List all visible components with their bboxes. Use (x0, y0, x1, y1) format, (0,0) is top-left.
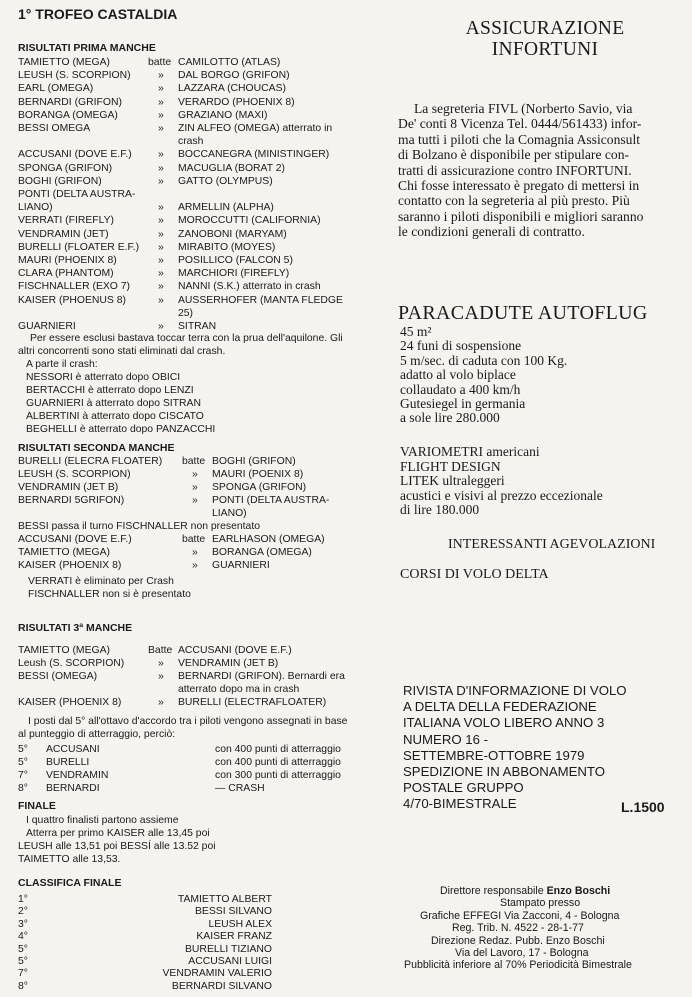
place-name: ACCUSANI LUIGI (188, 956, 272, 967)
rivista-line: RIVISTA D'INFORMAZIONE DI VOLO (403, 683, 627, 698)
note-line: BERTACCHI è atterrato dopo LENZI (26, 385, 194, 396)
note-line: NESSORI è atterrato dopo OBICI (26, 372, 181, 383)
result-loser: DAL BORGO (GRIFON) (178, 70, 290, 82)
note-line: al punteggio di atterraggio, perciò: (18, 729, 176, 740)
paracadute-line: 5 m/sec. di caduta con 100 Kg. (400, 352, 568, 368)
result-separator: » (192, 482, 198, 493)
result-winner: KAISER (PHOENIX 8) (18, 697, 122, 708)
variometri-line: acustici e visivi al prezzo eccezionale (400, 487, 603, 503)
result-separator: batte (182, 534, 206, 545)
result-loser: BOCCANEGRA (MINISTINGER) (178, 149, 330, 161)
result-loser: MAURI (POENIX 8) (212, 469, 304, 480)
place-name: BERNARDI (46, 783, 100, 794)
result-winner: LIANO) (18, 202, 53, 214)
result-separator: » (158, 658, 164, 669)
rivista-line: 4/70-BIMESTRALE (403, 796, 517, 812)
rivista-line: POSTALE GRUPPO (403, 780, 524, 796)
variometri-line: VARIOMETRI americani (400, 444, 540, 459)
place-number: 5° (18, 956, 28, 967)
note-line: BESSI passa il turno FISCHNALLER non presentato (18, 521, 260, 532)
seconda-manche-heading: RISULTATI SECONDA MANCHE (18, 442, 175, 454)
result-separator: » (158, 268, 164, 280)
result-loser: BERNARDI (GRIFON). Bernardi era (178, 671, 345, 682)
colophon-line: Via del Lavoro, 17 - Bologna (455, 947, 589, 959)
place-name: LEUSH ALEX (208, 918, 272, 930)
assicurazione-title (400, 18, 690, 60)
result-winner: BERNARDI (GRIFON) (18, 96, 122, 108)
result-separator: » (158, 228, 164, 240)
colophon-line: Stampato presso (500, 897, 581, 910)
result-winner: VENDRAMIN (JET) (18, 228, 109, 240)
assicurazione-line: De' conti 8 Vicenza Tel. 0444/561433) infor- (398, 116, 642, 132)
place-number: 5° (18, 757, 28, 768)
result-winner: TAMIETTO (MEGA) (18, 57, 110, 68)
note-line: Per essere esclusi bastava toccar terra con la prua dell'aquilone. Gli (30, 333, 343, 344)
finale-line: TAIMETTO alle 13,53. (18, 854, 121, 865)
variometri-line: di lire 180.000 (400, 502, 480, 518)
rivista-line: SETTEMBRE-OTTOBRE 1979 (403, 747, 585, 763)
result-loser: VENDRAMIN (JET B) (178, 658, 279, 669)
result-separator: » (192, 495, 198, 506)
note-line: FISCHNALLER non si è presentato (28, 589, 191, 600)
result-separator: Batte (148, 645, 173, 656)
result-separator: » (158, 70, 164, 82)
result-separator: » (158, 241, 164, 253)
result-winner: BESSI OMEGA (18, 123, 91, 134)
result-winner: BESSI (OMEGA) (18, 671, 98, 682)
place-number: 4° (18, 931, 28, 943)
paracadute-line: adatto al volo biplace (400, 367, 516, 383)
result-loser: LAZZARA (CHOUCAS) (178, 83, 286, 95)
terza-manche-heading: RISULTATI 3ª MANCHE (18, 622, 133, 634)
assicurazione-line: di Bolzano è disponibile per stipulare con- (398, 147, 630, 163)
result-loser: LIANO) (212, 508, 247, 519)
place-score: — CRASH (215, 783, 265, 794)
assicurazione-line: contatto con la segreteria al più presto. Più (398, 193, 630, 209)
colophon-line: Reg. Trib. N. 4522 - 28-1-77 (452, 922, 584, 935)
result-loser: MACUGLIA (BORAT 2) (178, 162, 286, 174)
assicurazione-line: La segreteria FIVL (Norberto Savio, via (414, 101, 633, 116)
corsi-text: CORSI DI VOLO DELTA (400, 567, 549, 582)
result-winner: TAMIETTO (MEGA) (18, 645, 110, 656)
result-separator: » (158, 255, 164, 266)
place-name: BURELLI TIZIANO (185, 943, 272, 955)
result-separator: » (158, 96, 164, 108)
result-winner: BURELLI (FLOATER E.F.) (18, 241, 140, 253)
result-loser: VERARDO (PHOENIX 8) (178, 96, 295, 108)
assicurazione-title-line: ASSICURAZIONE (465, 18, 625, 39)
result-loser: CAMILOTTO (ATLAS) (178, 57, 281, 68)
paracadute-line: a sole lire 280.000 (400, 410, 500, 426)
note-line: altri concorrenti sono stati eliminati dal crash. (18, 346, 226, 357)
place-name: VENDRAMIN (46, 770, 109, 781)
note-line: VERRATI è eliminato per Crash (28, 576, 174, 587)
result-separator: » (158, 109, 164, 121)
assicurazione-line: Chi fosse interessato è pregato di mettersi in (398, 178, 640, 193)
result-loser: POSILLICO (FALCON 5) (178, 255, 293, 266)
note-line: A parte il crash: (26, 359, 98, 370)
place-number: 7° (18, 968, 28, 980)
result-loser: EARLHASON (OMEGA) (212, 534, 325, 545)
result-separator: » (158, 697, 164, 708)
classifica-heading: CLASSIFICA FINALE (18, 877, 122, 889)
paracadute-title: PARACADUTE AUTOFLUG (398, 302, 648, 324)
result-separator: » (158, 215, 164, 227)
place-name: BURELLI (46, 757, 90, 768)
finale-line: LEUSH alle 13,51 poi BESSÍ alle 13.52 poi (18, 841, 216, 852)
result-winner: TAMIETTO (MEGA) (18, 547, 110, 558)
place-name: TAMIETTO ALBERT (177, 894, 272, 905)
result-loser: MOROCCUTTI (CALIFORNIA) (178, 215, 321, 227)
paracadute-line: collaudato a 400 km/h (400, 381, 521, 397)
place-score: con 300 punti di atterraggio (215, 770, 341, 781)
variometri-line: LITEK ultraleggeri (400, 473, 505, 489)
assicurazione-line: saranno i piloti disponibili e migliori saranno (398, 208, 644, 224)
result-winner: MAURI (PHOENIX 8) (18, 255, 117, 266)
result-loser: NANNI (S.K.) atterrato in crash (178, 281, 321, 293)
finale-line: Atterra per primo KAISER alle 13,45 poi (26, 828, 210, 839)
page-title: 1° TROFEO CASTALDIA (18, 6, 178, 22)
result-separator: » (158, 162, 164, 174)
result-winner: Leush (S. SCORPION) (18, 658, 125, 669)
place-name: VENDRAMIN VALERIO (162, 968, 272, 980)
result-separator: » (158, 671, 164, 682)
result-loser: ZIN ALFEO (OMEGA) atterrato in (178, 123, 333, 134)
result-separator: » (158, 123, 164, 134)
place-score: con 400 punti di atterraggio (215, 744, 341, 755)
result-winner: BURELLI (ELECRA FLOATER) (18, 456, 163, 467)
place-number: 8° (18, 980, 28, 992)
result-winner: VERRATI (FIREFLY) (18, 215, 115, 227)
result-loser: AUSSERHOFER (MANTA FLEDGE (178, 294, 343, 306)
price-label: L.1500 (621, 799, 665, 815)
result-winner: KAISER (PHOENUS 8) (18, 294, 126, 306)
variometri-line: FLIGHT DESIGN (400, 458, 501, 474)
result-loser: GATTO (OLYMPUS) (178, 175, 273, 187)
place-name: KAISER FRANZ (196, 931, 272, 943)
result-loser: SITRAN (178, 321, 217, 332)
assicurazione-line: ma tutti i piloti che la Comagnia Assiconsult (398, 131, 641, 147)
assicurazione-line: tratti di assicurazione contro INFORTUNI. (398, 162, 632, 178)
colophon-line: Direzione Redaz. Pubb. Enzo Boschi (431, 934, 605, 947)
place-number: 2° (18, 906, 28, 918)
result-winner: EARL (OMEGA) (18, 83, 94, 95)
place-number: 5° (18, 744, 28, 755)
result-winner: LEUSH (S. SCORPION) (18, 70, 131, 82)
place-number: 8° (18, 783, 28, 794)
result-winner: VENDRAMIN (JET B) (18, 482, 119, 493)
result-loser: SPONGA (GRIFON) (212, 482, 307, 493)
result-winner: GUARNIERI (18, 321, 76, 332)
note-line: ALBERTINI à atterrato dopo CISCATO (26, 411, 204, 422)
colophon-line: Pubblicità inferiore al 70% Periodicità Bimestrale (404, 959, 632, 972)
result-separator: » (158, 149, 164, 161)
result-winner: BERNARDI 5GRIFON) (18, 495, 125, 506)
result-loser: MARCHIORI (FIREFLY) (178, 268, 290, 280)
colophon-line: Grafiche EFFEGI Via Zacconi, 4 - Bologna (420, 909, 620, 922)
result-loser: PONTI (DELTA AUSTRA- (212, 495, 330, 506)
result-separator: » (192, 560, 198, 571)
result-separator: » (158, 175, 164, 187)
result-loser: GRAZIANO (MAXI) (178, 109, 268, 121)
paracadute-line: Gutesiegel in germania (400, 396, 526, 411)
rivista-line: NUMERO 16 - (403, 731, 488, 747)
result-loser: BORANGA (OMEGA) (212, 547, 312, 558)
result-separator: » (158, 83, 164, 95)
finale-line: I quattro finalisti partono assieme (26, 815, 179, 826)
result-separator: » (192, 469, 198, 480)
place-name: ACCUSANI (46, 744, 100, 755)
assicurazione-title-line: INFORTUNI (491, 39, 599, 60)
result-winner: SPONGA (GRIFON) (18, 162, 113, 174)
result-separator: batte (182, 456, 206, 467)
result-winner: BOGHI (GRIFON) (18, 175, 102, 187)
place-score: con 400 punti di atterraggio (215, 757, 341, 768)
result-loser: crash (178, 136, 204, 148)
result-winner: BORANGA (OMEGA) (18, 109, 118, 121)
result-winner: ACCUSANI (DOVE E.F.) (18, 534, 132, 545)
result-winner: ACCUSANI (DOVE E.F.) (18, 149, 132, 161)
result-separator: » (192, 547, 198, 558)
place-name: BERNARDI SILVANO (171, 980, 272, 992)
result-winner: LEUSH (S. SCORPION) (18, 469, 131, 480)
paracadute-line: 24 funi di sospensione (400, 338, 522, 354)
place-number: 3° (18, 918, 28, 930)
note-line: GUARNIERI à atterrato dopo SITRAN (26, 398, 201, 409)
prima-manche-heading: RISULTATI PRIMA MANCHE (18, 42, 156, 54)
rivista-line: A DELTA DELLA FEDERAZIONE (403, 699, 597, 715)
result-separator: » (158, 321, 164, 332)
paracadute-line: 45 m² (400, 324, 432, 339)
place-number: 5° (18, 943, 28, 955)
result-loser: ACCUSANI (DOVE E.F.) (178, 645, 292, 656)
place-number: 7° (18, 770, 28, 781)
colophon-line: Direttore responsabile Enzo Boschi (440, 885, 611, 897)
result-loser: ZANOBONI (MARYAM) (178, 228, 287, 240)
result-separator: » (158, 281, 164, 293)
finale-heading: FINALE (18, 800, 56, 812)
agevolazioni-text: INTERESSANTI AGEVOLAZIONI (448, 537, 656, 552)
note-line: BEGHELLI è atterrato dopo PANZACCHI (26, 424, 216, 435)
result-loser: atterrato dopo ma in crash (178, 684, 300, 695)
result-loser: GUARNIERI (212, 560, 270, 571)
result-loser: 25) (178, 307, 194, 319)
result-winner: FISCHNALLER (EXO 7) (18, 281, 131, 293)
result-loser: ARMELLIN (ALPHA) (178, 202, 274, 214)
place-name: BESSI SILVANO (195, 906, 272, 918)
rivista-line: ITALIANA VOLO LIBERO ANNO 3 (403, 715, 605, 731)
result-separator: batte (148, 57, 172, 68)
result-winner: KAISER (PHOENIX 8) (18, 560, 122, 571)
rivista-line: SPEDIZIONE IN ABBONAMENTO (403, 764, 606, 779)
result-loser: MIRABITO (MOYES) (178, 241, 276, 253)
note-line: I posti dal 5° all'ottavo d'accordo tra i piloti vengono assegnati in base (28, 716, 348, 727)
result-separator: » (158, 294, 164, 306)
result-loser: BOGHI (GRIFON) (212, 456, 296, 467)
result-loser: BURELLI (ELECTRAFLOATER) (178, 697, 327, 708)
result-winner: PONTI (DELTA AUSTRA- (18, 189, 136, 200)
place-number: 1° (18, 894, 28, 905)
result-winner: CLARA (PHANTOM) (18, 268, 114, 280)
assicurazione-line: le condizioni generali di contratto. (398, 224, 585, 240)
result-separator: » (158, 202, 164, 214)
